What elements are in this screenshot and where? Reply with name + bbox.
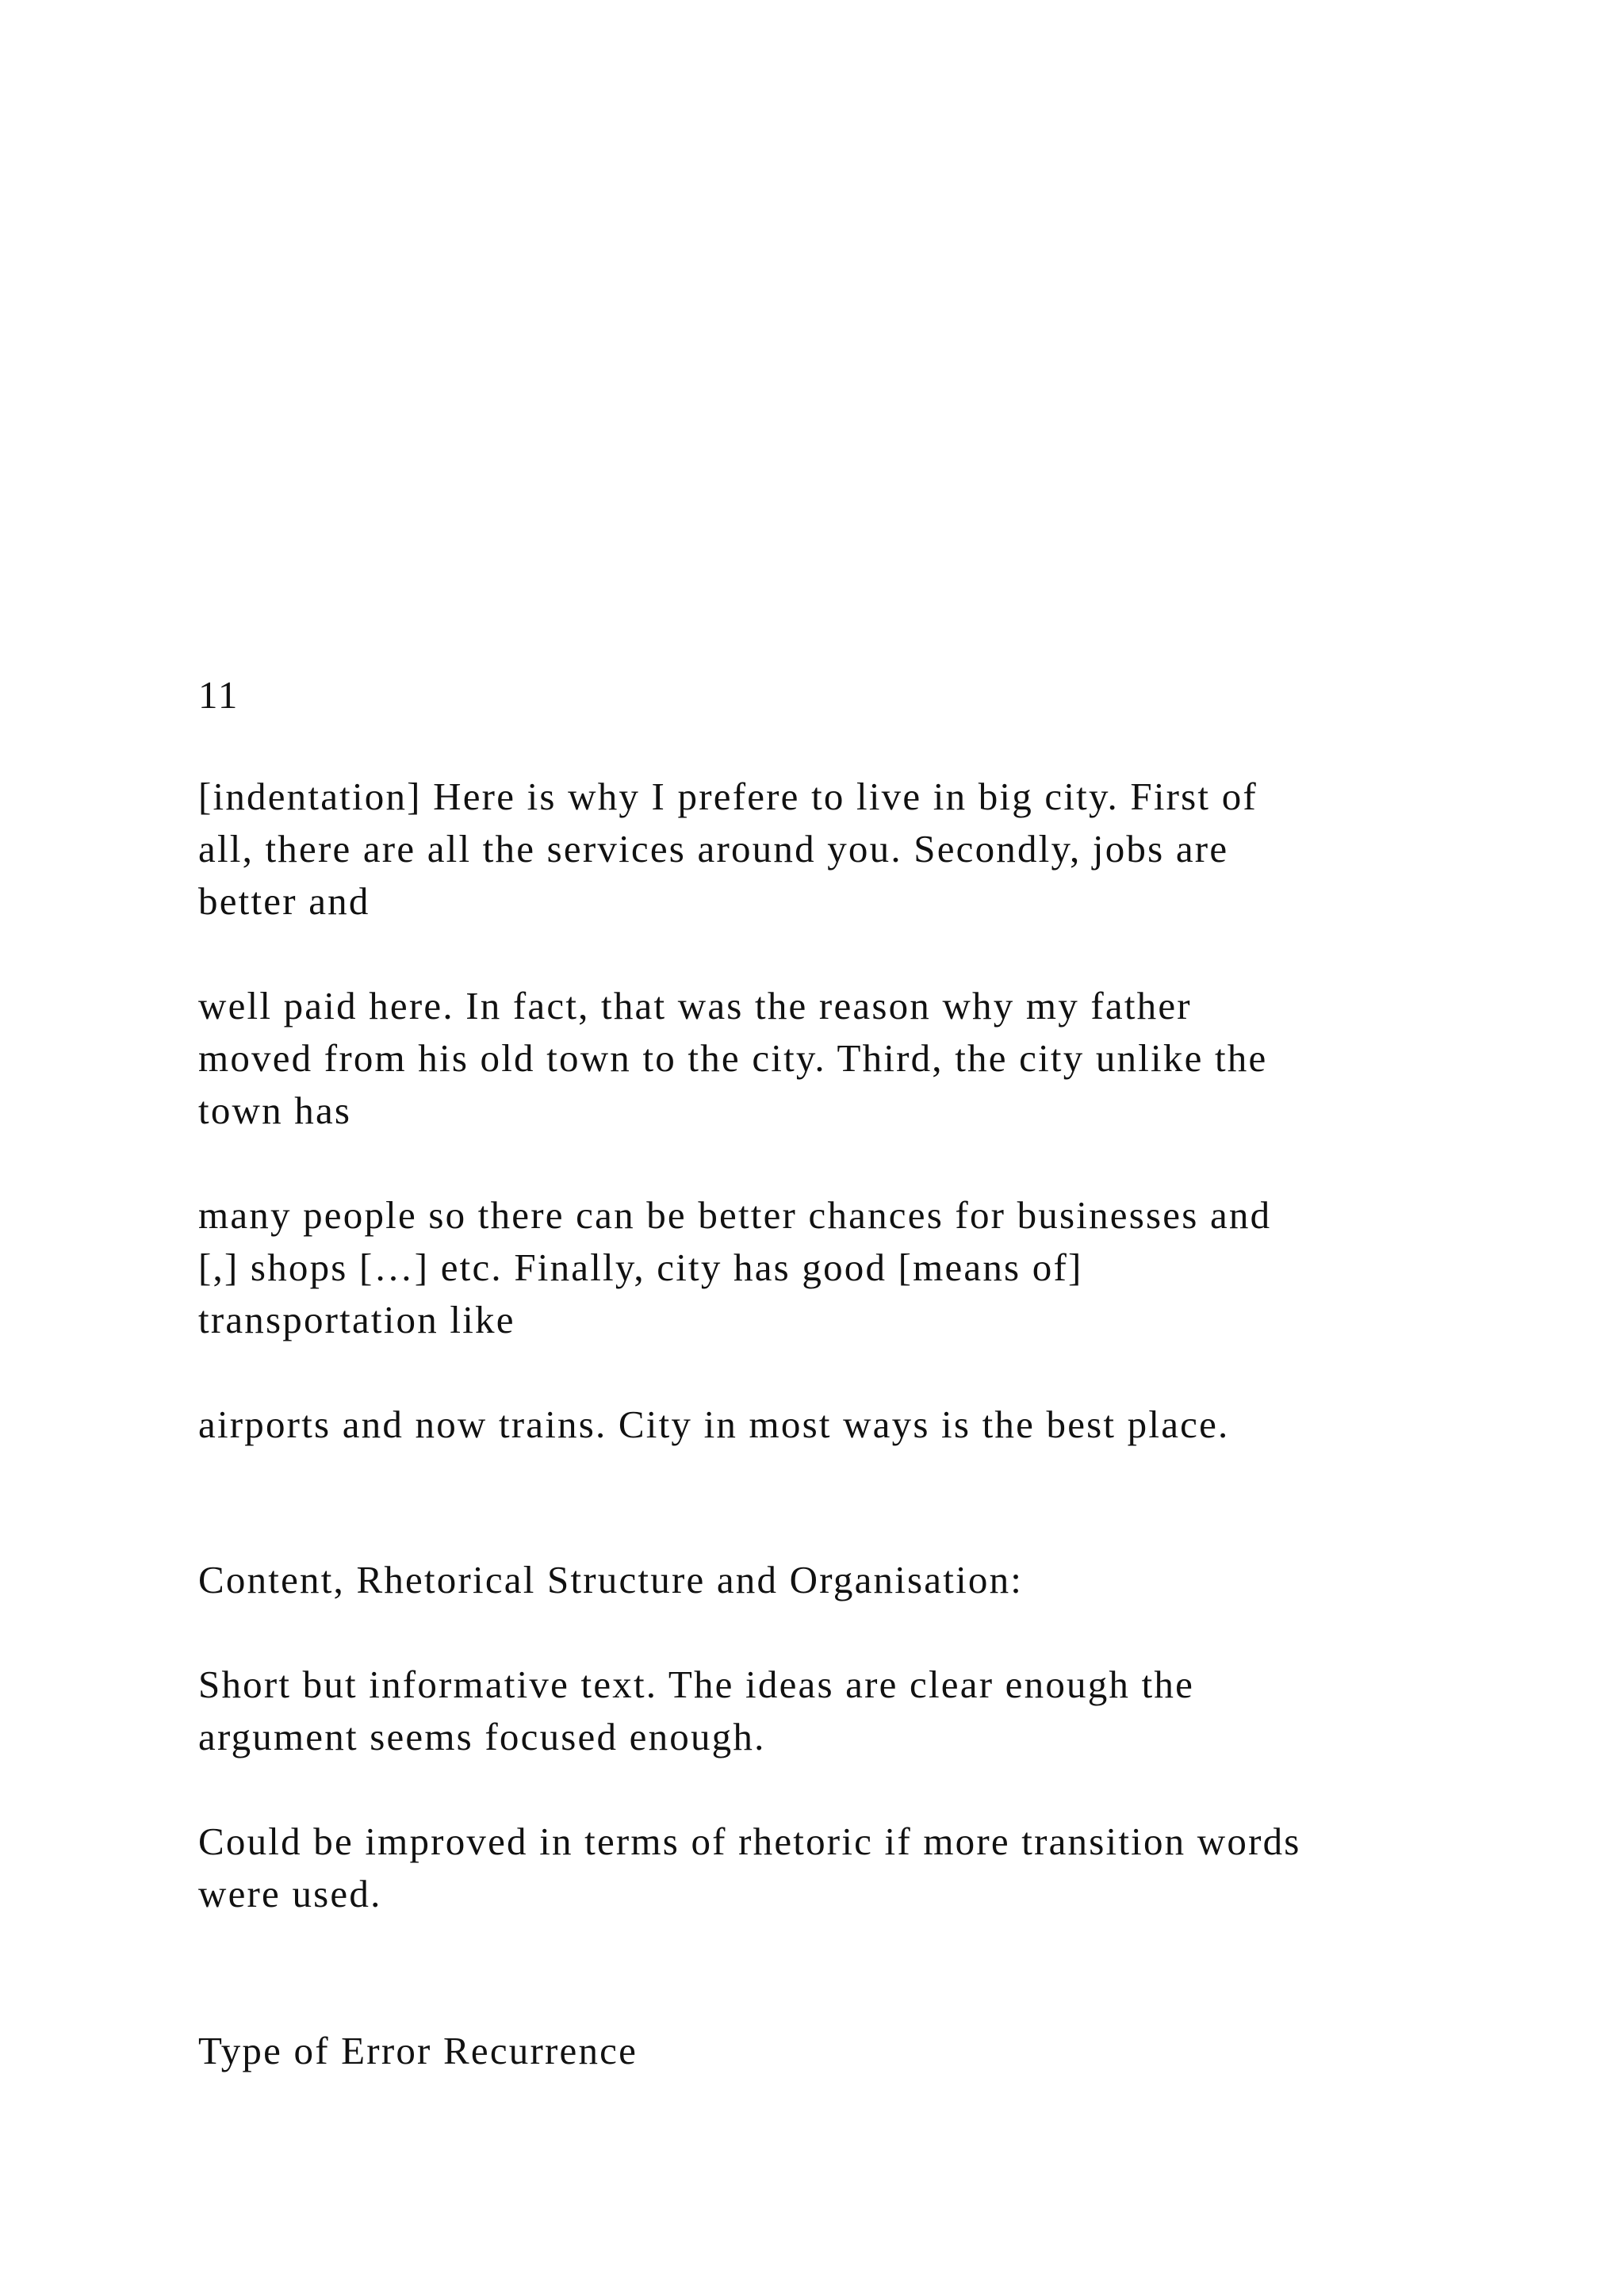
comment-2-line-1: Could be improved in terms of rhetoric if more transition words — [198, 1820, 1301, 1863]
paragraph-1-line-3: better and — [198, 879, 370, 923]
comment-1-line-2: argument seems focused enough. — [198, 1715, 766, 1758]
paragraph-2-line-1: well paid here. In fact, that was the reason why my father — [198, 984, 1192, 1027]
table-heading: Type of Error Recurrence — [198, 2029, 638, 2072]
comment-1-line-1: Short but informative text. The ideas are clear enough the — [198, 1663, 1195, 1706]
paragraph-3-line-3: transportation like — [198, 1298, 515, 1341]
paragraph-4-line-1: airports and now trains. City in most ways is the best place. — [198, 1402, 1230, 1446]
paragraph-3-line-2: [,] shops […] etc. Finally, city has good [means of] — [198, 1246, 1083, 1289]
paragraph-1-line-2: all, there are all the services around you. Secondly, jobs are — [198, 827, 1229, 871]
paragraph-2-line-2: moved from his old town to the city. Third, the city unlike the — [198, 1036, 1268, 1080]
paragraph-2-line-3: town has — [198, 1089, 352, 1132]
page-number: 11 — [198, 673, 239, 717]
section-heading: Content, Rhetorical Structure and Organisation: — [198, 1558, 1024, 1601]
paragraph-1-line-1: [indentation] Here is why I prefere to live in big city. First of — [198, 775, 1258, 818]
paragraph-3-line-1: many people so there can be better chances for businesses and — [198, 1193, 1272, 1237]
comment-2-line-2: were used. — [198, 1872, 382, 1915]
